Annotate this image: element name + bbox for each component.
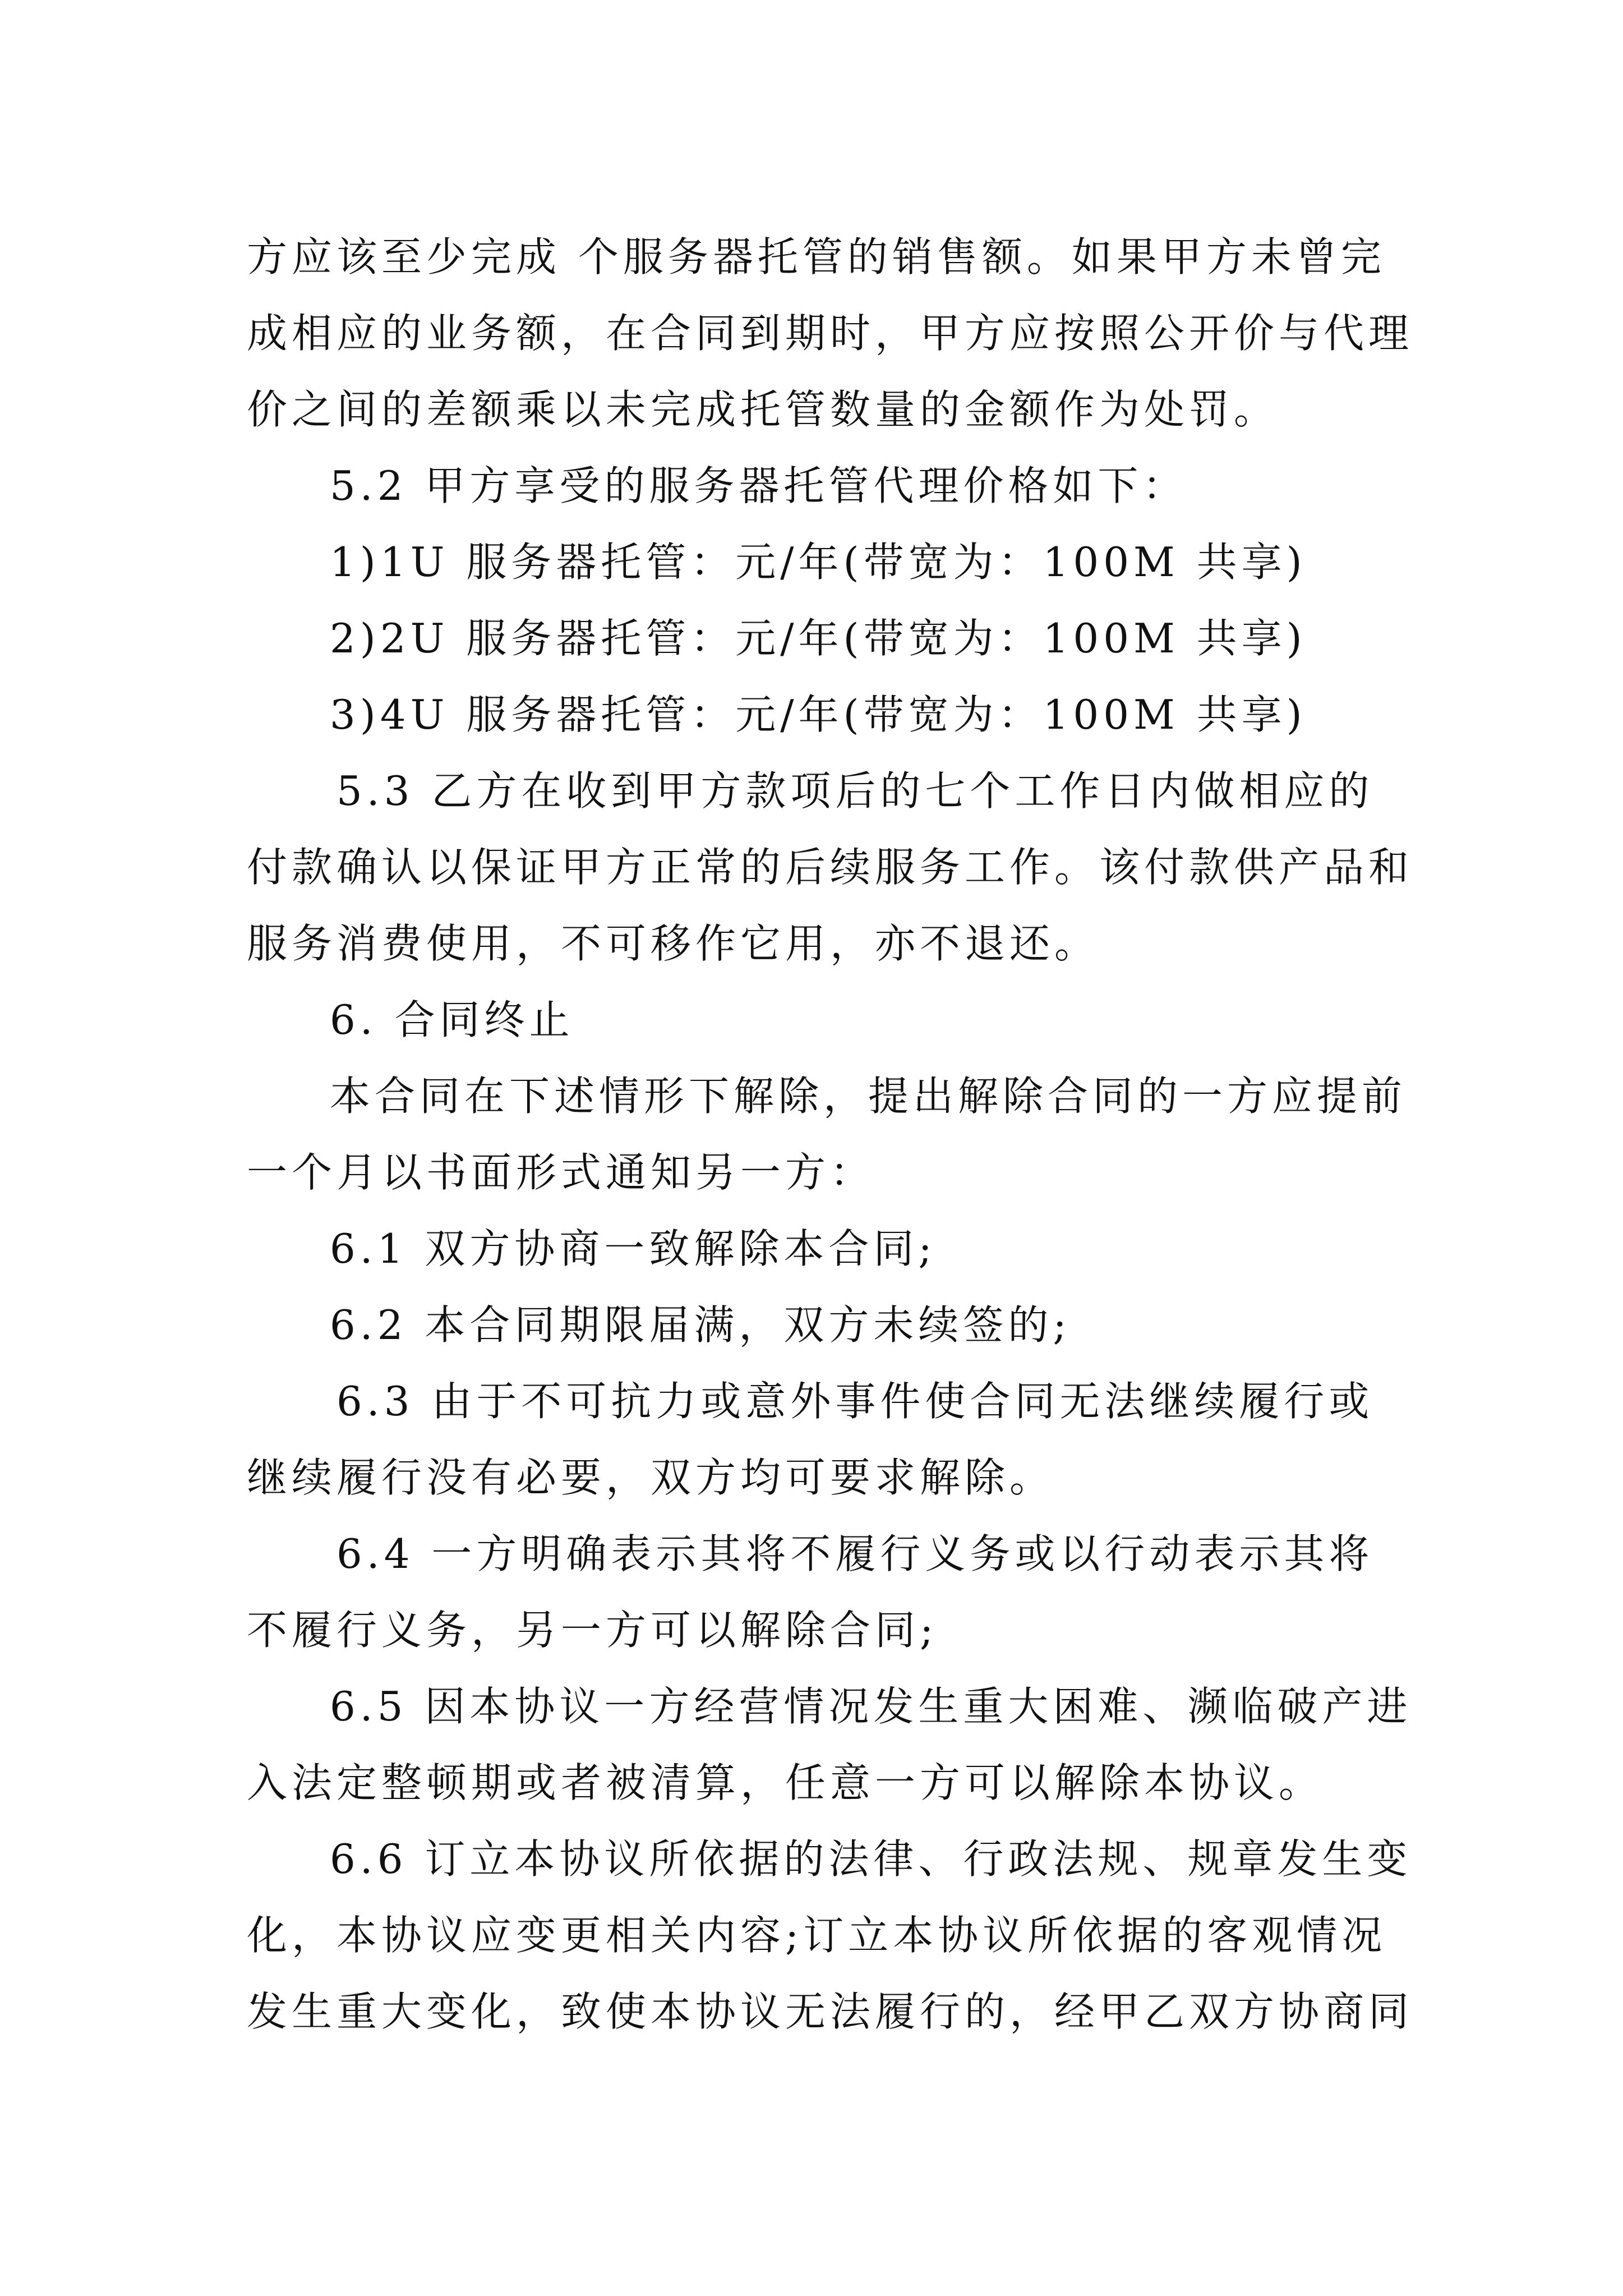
clause-6-3: 6.3 由于不可抗力或意外事件使合同无法继续履行或	[336, 1378, 1374, 1425]
section-6-intro: 本合同在下述情形下解除，提出解除合同的一方应提前	[330, 1073, 1407, 1120]
clause-6-6: 6.6 订立本协议所依据的法律、行政法规、规章发生变	[330, 1835, 1412, 1883]
price-item-2u: 2)2U 服务器托管：元/年(带宽为：100M 共享)	[330, 615, 1307, 662]
text-line: 付款确认以保证甲方正常的后续服务工作。该付款供产品和	[247, 844, 1414, 891]
text-line: 入法定整顿期或者被清算，任意一方可以解除本协议。	[247, 1759, 1324, 1806]
price-item-4u: 3)4U 服务器托管：元/年(带宽为：100M 共享)	[330, 691, 1307, 738]
document-body	[247, 219, 1414, 2050]
text-line: 成相应的业务额，在合同到期时，甲方应按照公开价与代理	[247, 310, 1414, 357]
text-line: 一个月以书面形式通知另一方：	[247, 1149, 875, 1196]
text-line: 化，本协议应变更相关内容;订立本协议所依据的客观情况	[247, 1912, 1387, 1959]
clause-6-4: 6.4 一方明确表示其将不履行义务或以行动表示其将	[336, 1530, 1374, 1577]
clause-6-5: 6.5 因本协议一方经营情况发生重大困难、濒临破产进	[330, 1683, 1412, 1730]
text-line: 方应该至少完成 个服务器托管的销售额。如果甲方未曾完	[247, 233, 1386, 280]
clause-6-2: 6.2 本合同期限届满，双方未续签的;	[330, 1301, 1071, 1349]
clause-6-1: 6.1 双方协商一致解除本合同;	[330, 1225, 937, 1272]
clause-5-2-heading: 5.2 甲方享受的服务器托管代理价格如下：	[330, 462, 1188, 509]
text-line: 服务消费使用，不可移作它用，亦不退还。	[247, 920, 1100, 967]
text-line: 不履行义务，另一方可以解除合同;	[247, 1607, 938, 1654]
clause-5-3: 5.3 乙方在收到甲方款项后的七个工作日内做相应的	[336, 767, 1374, 815]
text-line: 继续履行没有必要，双方均可要求解除。	[247, 1454, 1055, 1501]
text-line: 价之间的差额乘以未完成托管数量的金额作为处罚。	[247, 386, 1279, 433]
price-item-1u: 1)1U 服务器托管：元/年(带宽为：100M 共享)	[330, 539, 1307, 586]
text-line: 发生重大变化，致使本协议无法履行的，经甲乙双方协商同	[247, 1988, 1414, 2035]
section-6-heading: 6. 合同终止	[330, 996, 574, 1043]
